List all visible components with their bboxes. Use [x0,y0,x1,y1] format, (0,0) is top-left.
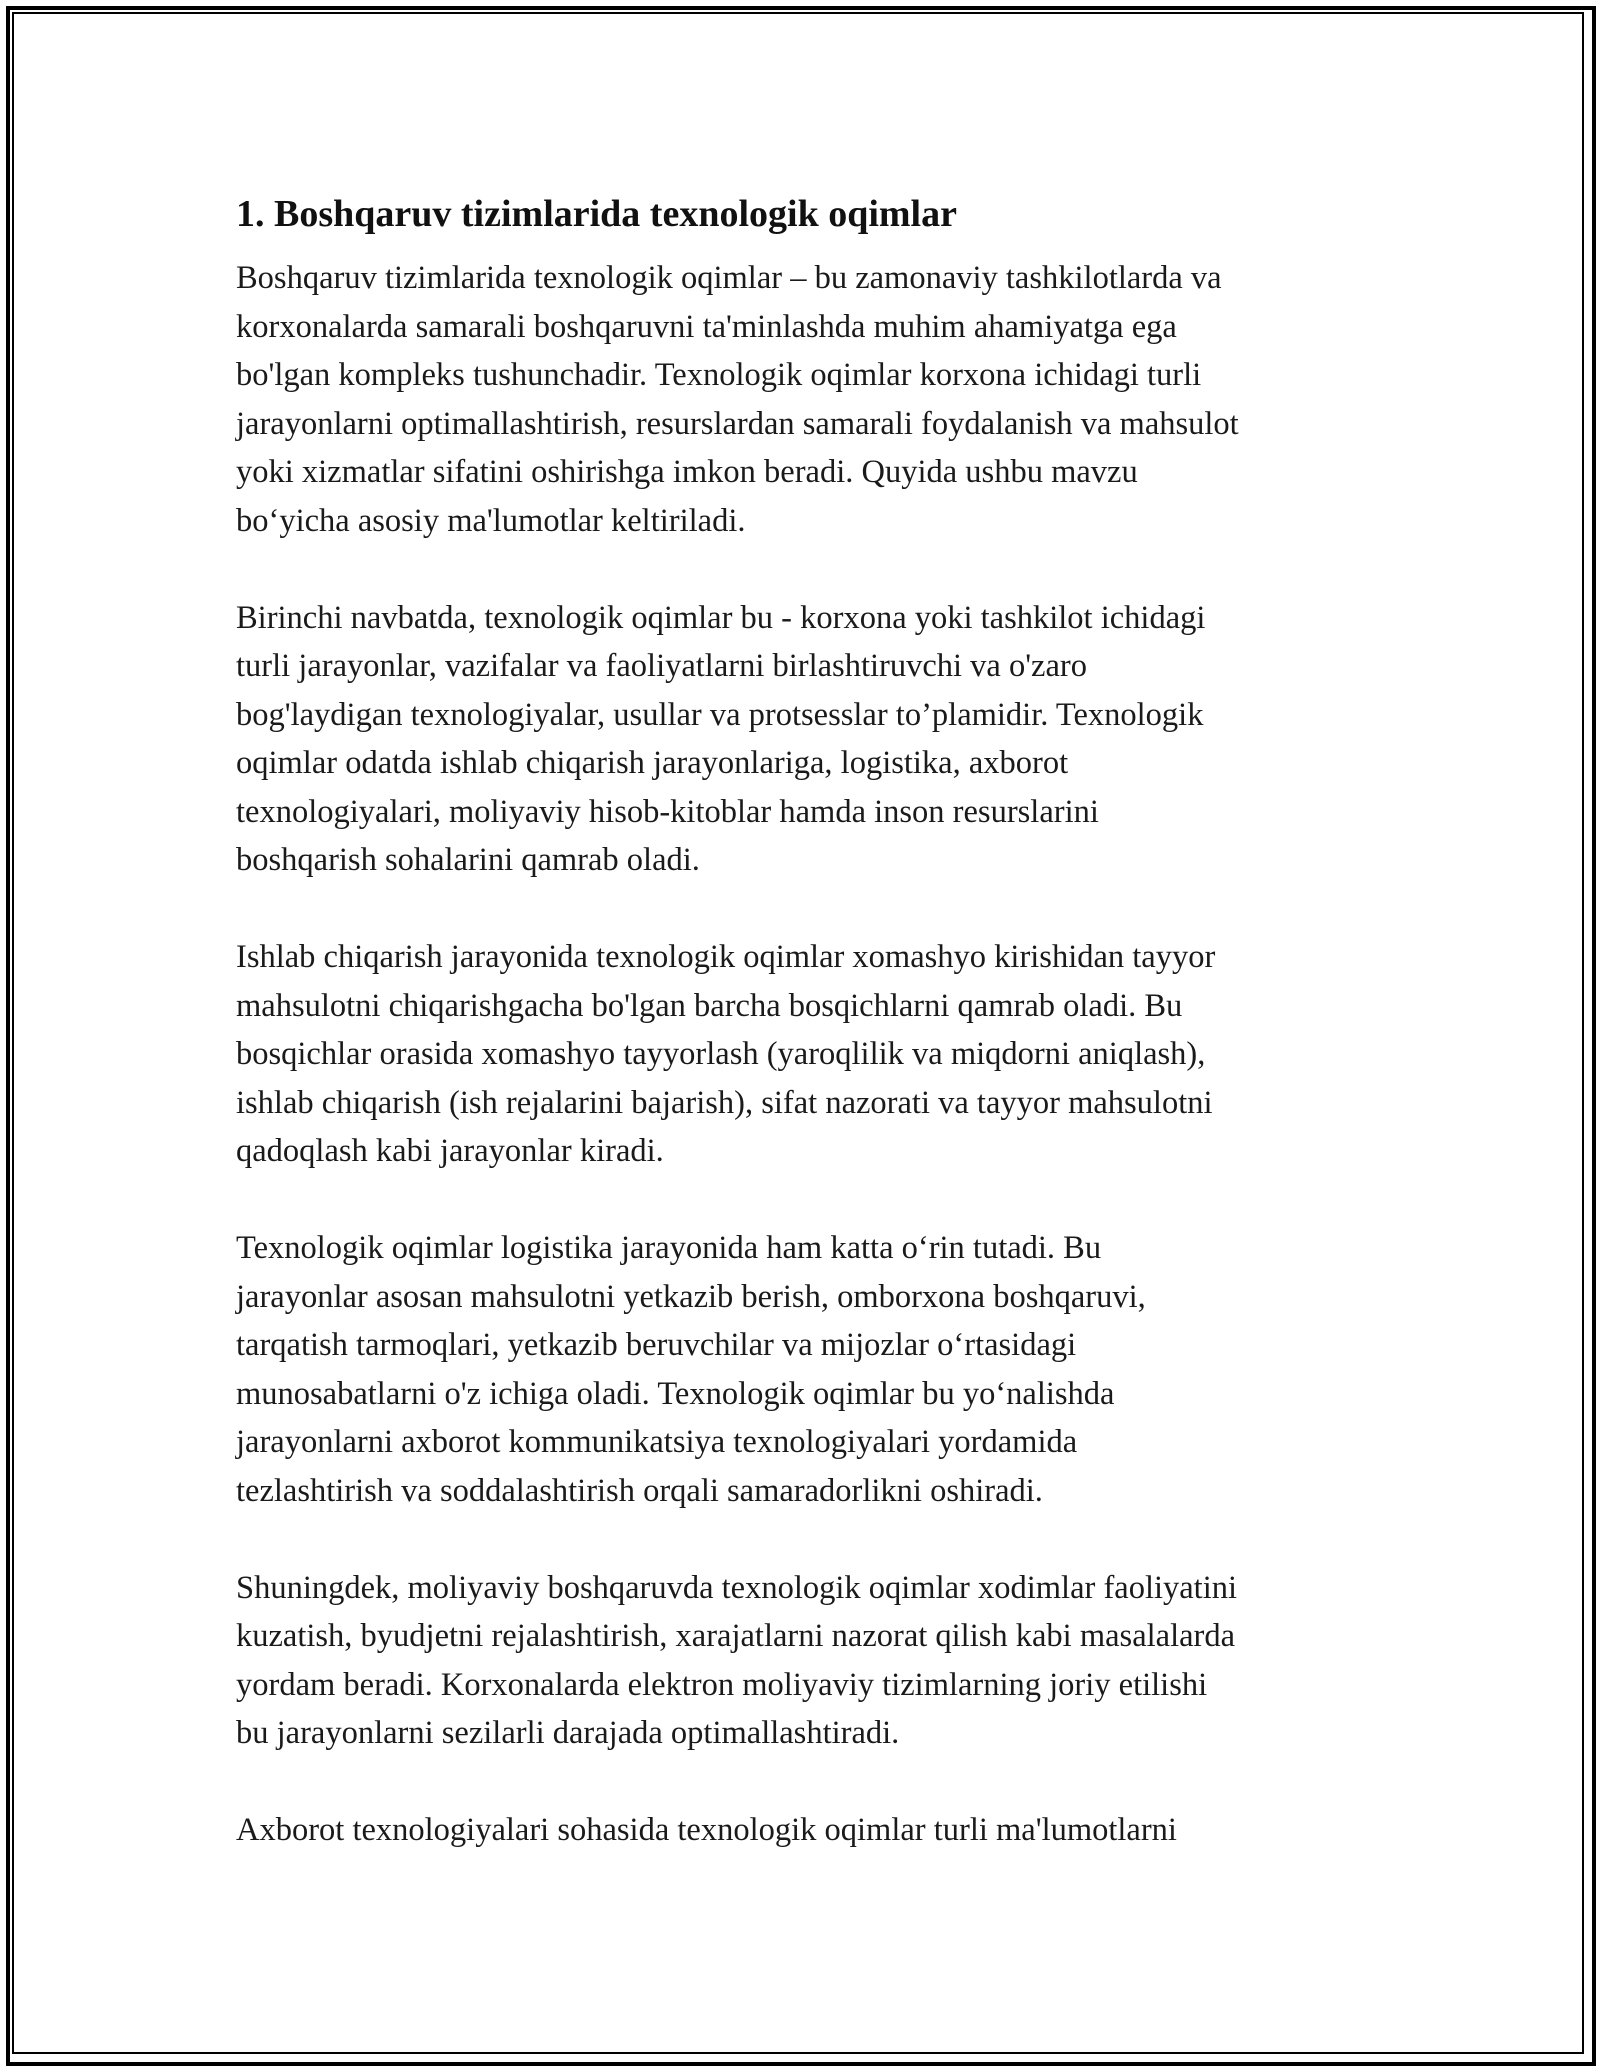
paragraph-line: jarayonlarni optimallashtirish, resurslardan samarali foydalanish va mahsulot [236,405,1239,442]
paragraph-line: bo'lgan kompleks tushunchadir. Texnologik oqimlar korxona ichidagi turli [236,357,1202,393]
paragraph-line: texnologiyalari, moliyaviy hisob-kitoblar hamda inson resurslarini [236,793,1099,830]
paragraph-line: tezlashtirish va soddalashtirish orqali samaradorlikni oshiradi. [236,1472,1043,1509]
paragraph-line: Ishlab chiqarish jarayonida texnologik oqimlar xomashyo kirishidan tayyor [236,939,1216,975]
paragraph-line: oqimlar odatda ishlab chiqarish jarayonlariga, logistika, axborot [236,745,1069,781]
paragraph-line: munosabatlarni o'z ichiga oladi. Texnologik oqimlar bu yo‘nalishda [236,1375,1115,1412]
paragraph-line: korxonalarda samarali boshqaruvni ta'minlashda muhim ahamiyatga ega [236,308,1177,345]
paragraph-line: qadoqlash kabi jarayonlar kiradi. [236,1133,664,1169]
paragraph-line: bu jarayonlarni sezilarli darajada optimallashtiradi. [236,1715,900,1751]
paragraph-line: boshqarish sohalarini qamrab oladi. [236,842,700,878]
paragraph-line: ishlab chiqarish (ish rejalarini bajarish), sifat nazorati va tayyor mahsulotni [236,1084,1213,1121]
paragraph-line: bog'laydigan texnologiyalar, usullar va protsesslar to’plamidir. Texnologik [236,696,1204,733]
paragraph-line: kuzatish, byudjetni rejalashtirish, xarajatlarni nazorat qilish kabi masalalarda [236,1618,1236,1654]
paragraph-line: Axborot texnologiyalari sohasida texnologik oqimlar turli ma'lumotlarni [236,1812,1177,1848]
paragraph-line: yoki xizmatlar sifatini oshirishga imkon beradi. Quyida ushbu mavzu [236,454,1138,490]
paragraph-logistics [236,1224,1386,1515]
document-body [236,186,1386,1903]
paragraph-line: turli jarayonlar, vazifalar va faoliyatlarni birlashtiruvchi va o'zaro [236,648,1087,684]
paragraph-line: yordam beradi. Korxonalarda elektron moliyaviy tizimlarning joriy etilishi [236,1666,1208,1703]
paragraph-line: bosqichlar orasida xomashyo tayyorlash (yaroqlilik va miqdorni aniqlash), [236,1036,1206,1072]
paragraph-line: Texnologik oqimlar logistika jarayonida ham katta o‘rin tutadi. Bu [236,1230,1102,1266]
paragraph-line: tarqatish tarmoqlari, yetkazib beruvchilar va mijozlar o‘rtasidagi [236,1327,1077,1363]
paragraph-it [236,1806,1386,1855]
paragraph-production [236,933,1386,1176]
paragraph-definition [236,594,1386,885]
paragraph-finance [236,1564,1386,1758]
paragraph-line: Shuningdek, moliyaviy boshqaruvda texnologik oqimlar xodimlar faoliyatini [236,1569,1238,1606]
paragraph-line: jarayonlar asosan mahsulotni yetkazib berish, omborxona boshqaruvi, [236,1278,1146,1315]
paragraph-intro [236,254,1386,545]
paragraph-line: Boshqaruv tizimlarida texnologik oqimlar – bu zamonaviy tashkilotlarda va [236,260,1222,296]
paragraph-line: mahsulotni chiqarishgacha bo'lgan barcha bosqichlarni qamrab oladi. Bu [236,987,1183,1024]
paragraph-line: jarayonlarni axborot kommunikatsiya texnologiyalari yordamida [236,1424,1078,1460]
paragraph-line: bo‘yicha asosiy ma'lumotlar keltiriladi. [236,502,746,539]
paragraph-line: Birinchi navbatda, texnologik oqimlar bu - korxona yoki tashkilot ichidagi [236,599,1206,636]
section-heading: 1. Boshqaruv tizimlarida texnologik oqimlar [236,193,957,235]
